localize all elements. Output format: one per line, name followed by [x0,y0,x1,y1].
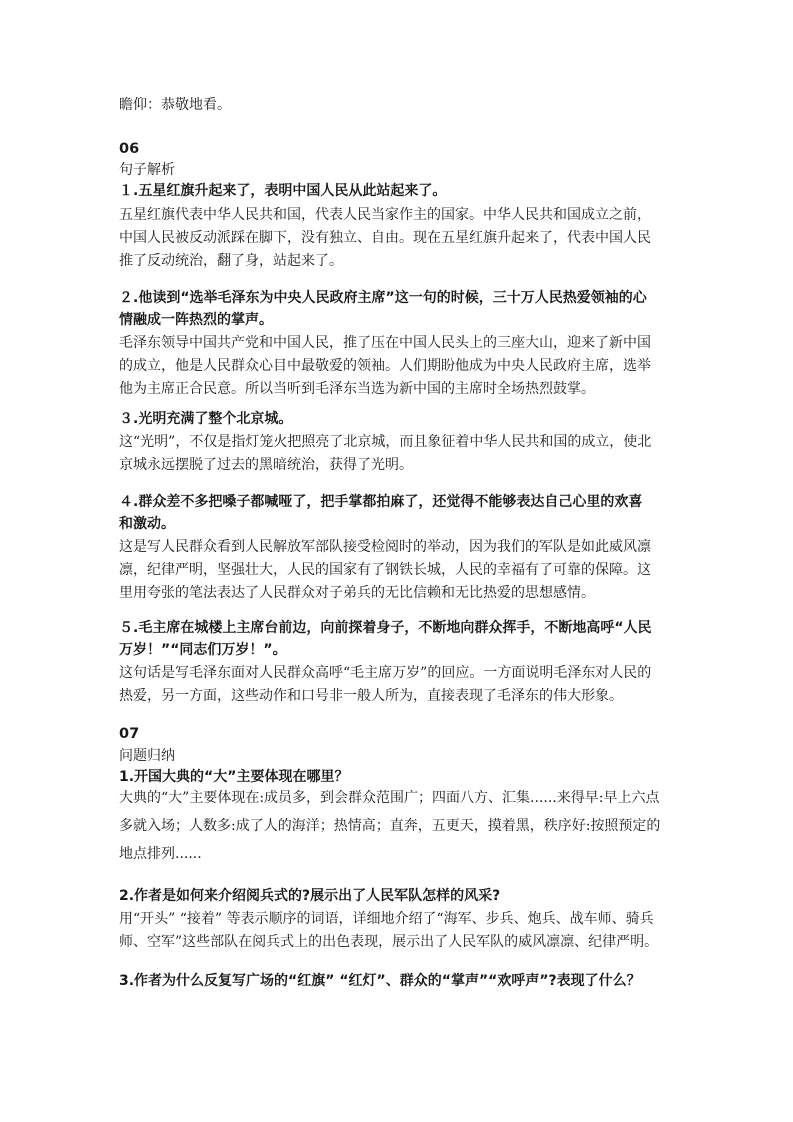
question-2-heading: 2.作者是如何来介绍阅兵式的?展示出了人民军队怎样的风采? [119,888,501,904]
sentence-5-heading: ５.毛主席在城楼上主席台前边，向前探着身子，不断地向群众挥手，不断地高呼“人民 [119,620,652,636]
sentence-5-analysis: 这句话是写毛泽东面对人民群众高呼“毛主席万岁”的回应。一方面说明毛泽东对人民的 [119,665,652,681]
sentence-5-analysis: 热爱，另一方面，这些动作和口号非一般人所为，直接表现了毛泽东的伟大形象。 [119,688,623,704]
sentence-3-analysis: 京城永远摆脱了过去的黑暗统治，获得了光明。 [119,457,413,473]
sentence-3-analysis: 这“光明”，不仅是指灯笼火把照亮了北京城，而且象征着中华人民共和国的成立，使北 [119,434,652,450]
sentence-2-heading: 情融成一阵热烈的掌声。 [119,312,273,328]
sentence-5-heading: 万岁！”“同志们万岁！”。 [119,642,287,658]
sentence-1-analysis: 推了反动统治，翻了身，站起来了。 [119,253,343,269]
question-3-heading: 3.作者为什么反复写广场的“红旗” “红灯”、群众的“掌声”“欢呼声”?表现了什么？ [119,973,641,989]
sentence-4-heading: 和激动。 [119,516,175,532]
sentence-4-analysis: 这是写人民群众看到人民解放军部队接受检阅时的举动，因为我们的军队是如此威风凛 [119,539,651,555]
definition-line: 瞻仰：恭敬地看。 [119,97,231,113]
question-1-heading: 1.开国大典的“大”主要体现在哪里？ [119,769,349,785]
question-1-answer: 大典的“大”主要体现在:成员多，到会群众范围广；四面八方、汇集......来得早:早上六点 [119,790,660,806]
sentence-1-analysis: 中国人民被反动派踩在脚下，没有独立、自由。现在五星红旗升起来了，代表中国人民 [119,230,651,246]
question-1-answer: 地点排列...... [119,846,202,862]
question-1-answer: 多就入场；人数多:成了人的海洋；热情高；直奔，五更天，摸着黑，秩序好:按照预定的 [119,818,661,834]
sentence-4-heading: ４.群众差不多把嗓子都喊哑了，把手掌都拍麻了，还觉得不能够表达自己心里的欢喜 [119,494,643,510]
sentence-3-heading: ３.光明充满了整个北京城。 [119,411,293,427]
section-07-title: 问题归纳 [119,748,175,764]
question-2-answer: 师、空军”这些部队在阅兵式上的出色表现，展示出了人民军队的威风凛凛、纪律严明。 [119,934,659,950]
sentence-1-analysis: 五星红旗代表中华人民共和国，代表人民当家作主的国家。中华人民共和国成立之前， [119,207,651,223]
sentence-4-analysis: 凛，纪律严明，坚强壮大，人民的国家有了钢铁长城，人民的幸福有了可靠的保障。这 [119,562,651,578]
section-07-number: 07 [119,726,140,742]
sentence-2-analysis: 毛泽东领导中国共产党和中国人民，推了压在中国人民头上的三座大山，迎来了新中国 [119,335,651,351]
section-06-title: 句子解析 [119,162,175,178]
sentence-4-analysis: 里用夸张的笔法表达了人民群众对子弟兵的无比信赖和无比热爱的思想感情。 [119,585,595,601]
sentence-2-analysis: 的成立，他是人民群众心目中最敬爱的领袖。人们期盼他成为中央人民政府主席，选举 [119,358,651,374]
sentence-2-heading: ２.他读到“选举毛泽东为中央人民政府主席”这一句的时候，三十万人民热爱领袖的心 [119,290,647,306]
question-2-answer: 用“开头” “接着” 等表示顺序的词语，详细地介绍了“海军、步兵、炮兵、战车师、骑兵 [119,911,654,927]
sentence-1-heading: １.五星红旗升起来了，表明中国人民从此站起来了。 [119,183,447,199]
sentence-2-analysis: 他为主席正合民意。所以当听到毛泽东当选为新中国的主席时全场热烈鼓掌。 [119,381,595,397]
section-06-number: 06 [119,141,140,157]
